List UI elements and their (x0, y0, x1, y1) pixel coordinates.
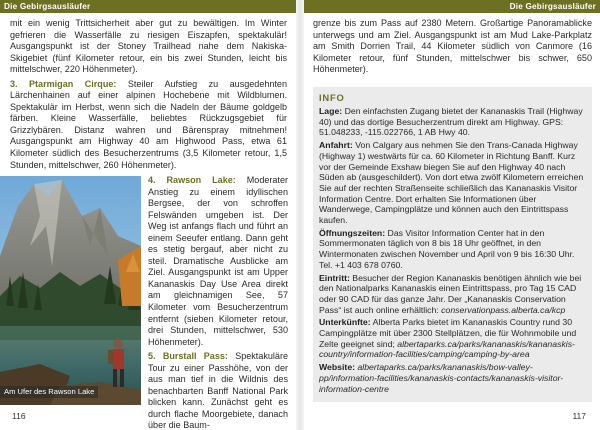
section-body: Spektakuläre Tour zu einer Passhöhe, von der aus man tief in die Wildnis des benachbarten Banff National Park blicken kann. Zunächst geht es durch flache Moorgebiete, danach über die Baum- (148, 351, 288, 430)
section-body: Steiler Aufstieg zu ausgedehnten Lärchenhainen auf einer alpinen Hochebene mit Wildblumen. Spektakulär im Herbst, wenn sich die Nadeln der Bäume goldgelb färben. Kleine Wasserfälle, beliebtes Rückzugsgebiet für Grizzlybären. Distanz wahren und Bärenspray mitnehmen! Ausgangspunkt am Highway 40 am Highwood Pass, etwa 61 Kilometer südlich des Besucherzentrums (3,5 Kilometer retour, 1,5 Stunden, mittelschwer, 260 Höhenmeter). (10, 78, 287, 170)
section-burstall-pass (148, 351, 288, 430)
running-head-title: Die Gebirgsausläufer (4, 2, 91, 11)
section-body: Moderater Anstieg zu einem idyllischen Bergsee, der von schroffen Felswänden umgeben ist. Der Weg ist anfangs flach und führt an einem Seeufer entlang. Dann geht es stetig bergauf, aber nicht zu steil. Dramatische Ausblicke am Ziel. Ausgangspunkt ist am Upper Kananaskis Day Use Area direkt am gleichnamigen See, 57 Kilometer vom Besucherzentrum entfernt (sieben Kilometer retour, drei Stunden, mittelschwer, 530 Höhenmeter). (148, 175, 288, 347)
info-label: Website: (319, 362, 356, 373)
section-heading: 5. Burstall Pass: (148, 351, 228, 362)
info-unterkuenfte (319, 317, 586, 360)
intro-paragraph: grenze bis zum Pass auf 2380 Metern. Großartige Panoramablicke unterwegs und am Ziel. Ausgangspunkt ist am Mud Lake-Parkplatz am Smith Dorrien Trail, 44 Kilometer südlich von Canmore (16 Kilometer retour, fünf Stunden, mittelschwer bis schwer, 650 Höhenmeter). (313, 18, 592, 75)
info-label: Öffnungszeiten: (319, 227, 386, 238)
left-side-text (148, 175, 288, 430)
left-top-text (10, 18, 287, 174)
info-link[interactable]: conservationpass.alberta.ca/kcp (441, 304, 566, 315)
info-text: Das Visitor Information Center hat in den Sommermonaten täglich von 8 bis 18 Uhr geöffnet, in den Wintermonaten zwischen November und April von 9 bis 16:30 Uhr. Tel. +1 403 678 0760. (319, 227, 575, 270)
left-page (0, 0, 296, 430)
right-top-text (313, 18, 592, 76)
section-heading: 3. Ptarmigan Cirque: (10, 78, 117, 89)
info-text: Alberta Parks bietet im Kananaskis Country rund 30 Campingplätze mit über 2300 Stellplätzen, die für Wohnmobile und Zelte geeignet sind; (319, 317, 577, 349)
info-oeffnungszeiten (319, 228, 586, 271)
info-eintritt (319, 273, 586, 316)
book-gutter (296, 0, 304, 430)
running-head-title: Die Gebirgsausläufer (509, 2, 596, 11)
intro-paragraph: mit ein wenig Trittsicherheit aber gut zu bewältigen. Im Winter gefrieren die Wasserfälle zu riesigen Eiszapfen, spektakulär! Ausgangspunkt ist der Stoney Trailhead nahe dem Nakiska-Skigebiet (fünf Kilometer retour, ein bis zwei Stunden, leicht bis mittelschwer, 220 Höhenmeter). (10, 18, 287, 75)
info-box (313, 87, 592, 402)
info-title: INFO (319, 92, 345, 103)
info-link[interactable]: albertaparks.ca/parks/kananaskis/bow-valley-pp/information-facilities/kananaskis-contacts/kananaskis-visitor-information-centre (319, 362, 564, 394)
rawson-lake-photo (0, 176, 141, 405)
info-label: Eintritt: (319, 272, 350, 283)
info-link[interactable]: albertaparks.ca/parks/kananaskis/kananaskis-country/information-facilities/camping/camping-by-area (319, 338, 575, 360)
photo-illustration (0, 176, 141, 405)
info-label: Lage: (319, 106, 343, 116)
page-number: 117 (572, 411, 586, 421)
info-body (319, 106, 586, 394)
info-text: Von Calgary aus nehmen Sie den Trans-Canada Highway (Highway 1) westwärts für ca. 60 Kilometer in Richtung Banff. Kurz vor der Gemeinde Exshaw biegen Sie auf den Highway 40 nach Süden ab (ausgeschildert). Von dort etwa zwölf Kilometern erreichen Sie auf der rechten Straßenseite schließlich das Kananaskis Visitor Information Centre. Dort erhalten Sie Informationen über Wanderwege, Campingplätze und können auch den Eintrittspass kaufen. (319, 140, 584, 226)
section-ptarmigan-cirque (10, 79, 287, 171)
info-anfahrt (319, 140, 586, 226)
info-label: Unterkünfte: (319, 317, 371, 328)
info-text: Den einfachsten Zugang bietet der Kananaskis Trail (Highway 40) und das dortige Besucherzentrum direkt am Highway. GPS: 51.048233, -115.022766, 1 AB Hwy 40. (319, 106, 583, 138)
section-rawson-lake (148, 175, 288, 348)
info-website (319, 362, 586, 394)
page-number: 116 (12, 411, 26, 421)
info-text: Besucher der Region Kananaskis benötigen ähnlich wie bei den Nationalparks Kananaskis einen Eintrittspass, pro Tag 15 CAD oder 90 CAD für das ganze Jahr. Der „Kananaskis Conservation Pass“ ist auch online erhältlich: (319, 272, 582, 315)
right-page (304, 0, 600, 430)
info-lage (319, 106, 586, 138)
photo-caption: Am Ufer des Rawson Lake (0, 386, 98, 398)
section-heading: 4. Rawson Lake: (148, 175, 236, 185)
running-head-bar (304, 0, 600, 13)
running-head-bar (0, 0, 296, 13)
info-label: Anfahrt: (319, 140, 353, 151)
